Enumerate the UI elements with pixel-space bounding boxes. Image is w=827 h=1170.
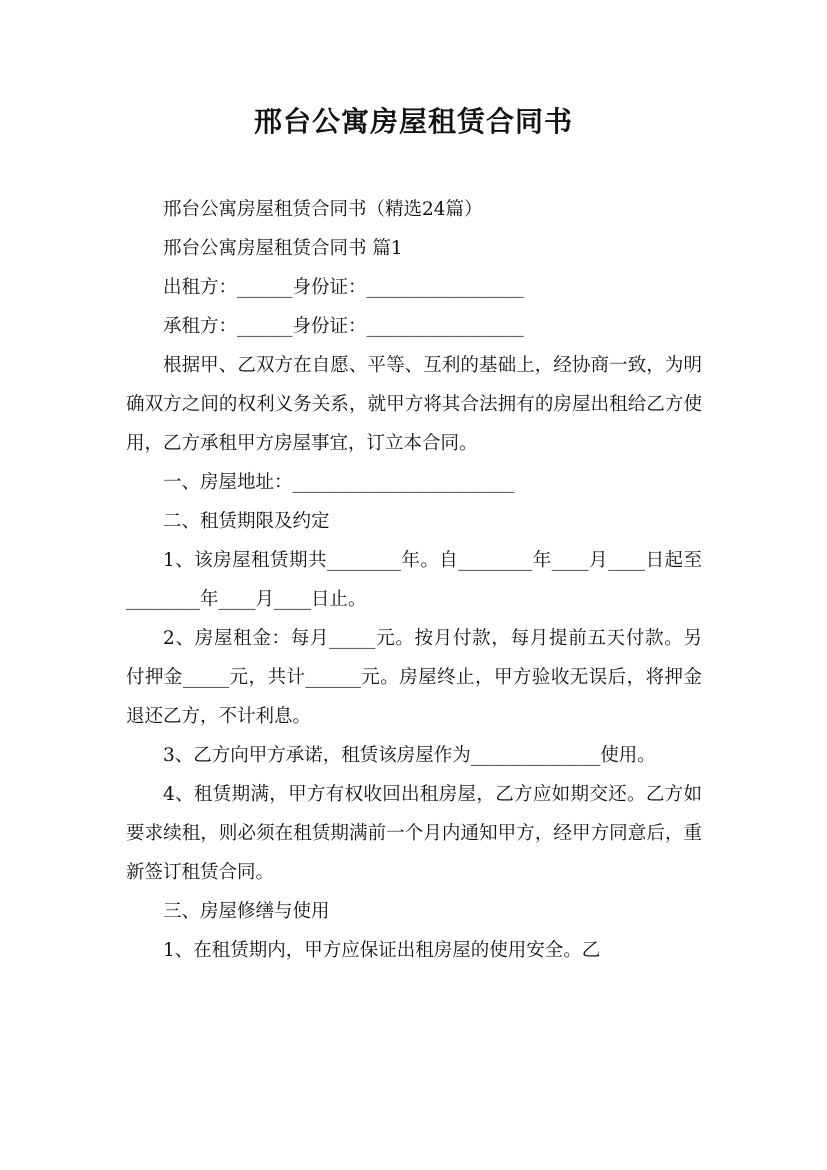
clause-heading-repair: 三、房屋修缮与使用 xyxy=(163,901,330,922)
lessor-line: 出租方：______身份证：_________________ xyxy=(163,277,524,298)
doc-subtitle: 邢台公寓房屋租赁合同书（精选24篇） xyxy=(163,199,483,220)
document-body xyxy=(126,190,702,970)
clause-heading-term: 二、租赁期限及约定 xyxy=(163,511,330,532)
clause-expiry: 4、租赁期满，甲方有权收回出租房屋，乙方应如期交还。乙方如要求续租，则必须在租赁期满前一个月内通知甲方，经甲方同意后，重新签订租赁合同。 xyxy=(126,784,702,883)
section-heading: 邢台公寓房屋租赁合同书 篇1 xyxy=(163,238,403,259)
lessee-line: 承租方：______身份证：_________________ xyxy=(163,316,524,337)
clause-safety: 1、在租赁期内，甲方应保证出租房屋的使用安全。乙 xyxy=(163,940,601,961)
clause-term-period: 1、该房屋租赁期共________年。自________年____月____日起至________年____月____日止。 xyxy=(126,550,702,610)
clause-heading-address: 一、房屋地址：________________________ xyxy=(163,472,515,493)
preamble-paragraph: 根据甲、乙双方在自愿、平等、互利的基础上，经协商一致，为明确双方之间的权利义务关系，就甲方将其合法拥有的房屋出租给乙方使用，乙方承租甲方房屋事宜，订立本合同。 xyxy=(126,355,702,454)
clause-rent: 2、房屋租金：每月_____元。按月付款，每月提前五天付款。另付押金_____元，共计______元。房屋终止，甲方验收无误后，将押金退还乙方，不计利息。 xyxy=(126,628,702,727)
document-title: 邢台公寓房屋租赁合同书 xyxy=(253,105,573,138)
clause-usage: 3、乙方向甲方承诺，租赁该房屋作为______________使用。 xyxy=(163,745,656,766)
